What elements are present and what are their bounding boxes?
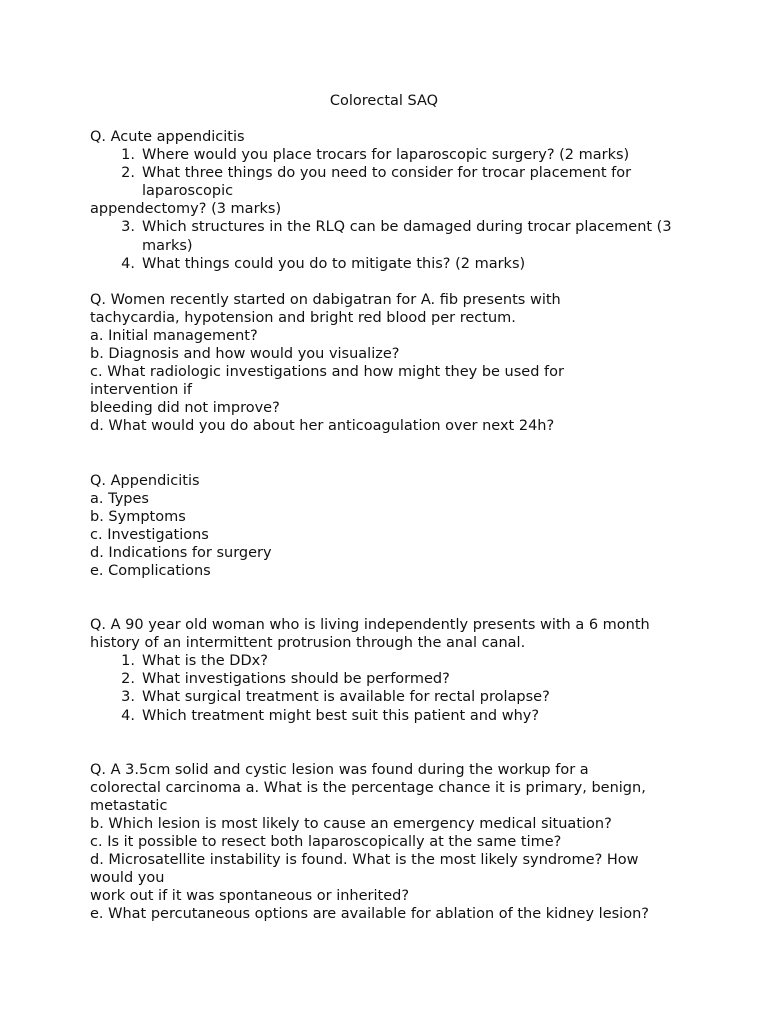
question-solid-cystic-lesion — [90, 761, 690, 924]
text-line: Q. A 3.5cm solid and cystic lesion was found during the workup for a — [90, 761, 589, 778]
text-line: a. Initial management? — [90, 327, 258, 344]
item-text: What investigations should be performed? — [142, 671, 450, 688]
text-line: Q. Women recently started on dabigatran for A. fib presents with — [90, 291, 561, 308]
document-title: Colorectal SAQ — [329, 93, 439, 109]
continuation-text: appendectomy? (3 marks) — [90, 201, 282, 218]
item-text: What three things do you need to consider for trocar placement for laparoscopic — [142, 165, 632, 200]
numbered-item — [90, 255, 681, 273]
document-page — [90, 92, 690, 923]
item-text: What things could you do to mitigate this? (2 marks) — [142, 255, 526, 272]
text-line: tachycardia, hypotension and bright red blood per rectum. — [90, 309, 516, 326]
question-heading: Q. Acute appendicitis — [90, 129, 245, 145]
text-line: e. Complications — [90, 562, 211, 579]
text-line: c. Is it possible to resect both laparoscopically at the same time? — [90, 834, 562, 850]
text-line: c. Investigations — [90, 526, 209, 543]
item-number: 4. — [121, 707, 135, 724]
item-text: Which treatment might best suit this patient and why? — [142, 707, 540, 724]
item-number: 2. — [121, 165, 135, 182]
text-line: d. What would you do about her anticoagulation over next 24h? — [90, 418, 555, 435]
text-line: history of an intermittent protrusion through the anal canal. — [90, 635, 526, 652]
text-line: d. Indications for surgery — [90, 544, 272, 561]
text-line: work out if it was spontaneous or inherited? — [90, 888, 410, 905]
text-line: colorectal carcinoma a. What is the percentage chance it is primary, benign, — [90, 779, 646, 796]
item-text: Which structures in the RLQ can be damaged during trocar placement (3 marks) — [142, 219, 672, 254]
numbered-item — [90, 218, 681, 254]
text-line: e. What percutaneous options are available for ablation of the kidney lesion? — [90, 906, 649, 923]
item-number: 3. — [121, 689, 135, 706]
text-line: would you — [90, 870, 165, 887]
item-number: 2. — [121, 671, 135, 688]
numbered-item — [90, 670, 681, 688]
item-number: 1. — [121, 147, 135, 164]
item-number: 1. — [121, 653, 135, 670]
text-line: b. Diagnosis and how would you visualize? — [90, 346, 400, 363]
numbered-item — [90, 688, 681, 706]
item-text: What surgical treatment is available for rectal prolapse? — [142, 689, 550, 706]
question-appendicitis — [90, 472, 690, 581]
item-text: Where would you place trocars for laparoscopic surgery? (2 marks) — [142, 147, 630, 164]
numbered-item — [90, 652, 681, 670]
question-dabigatran — [90, 291, 690, 436]
numbered-item — [90, 164, 681, 200]
text-line: c. What radiologic investigations and how might they be used for — [90, 364, 564, 381]
text-line: b. Which lesion is most likely to cause an emergency medical situation? — [90, 815, 612, 832]
question-acute-appendicitis — [90, 128, 690, 273]
text-line: Q. Appendicitis — [90, 472, 200, 489]
text-line: intervention if — [90, 382, 192, 399]
text-line: d. Microsatellite instability is found. What is the most likely syndrome? How — [90, 852, 639, 869]
item-text: What is the DDx? — [142, 653, 268, 670]
text-line: b. Symptoms — [90, 508, 186, 525]
question-rectal-prolapse — [90, 616, 690, 725]
text-line: a. Types — [90, 490, 149, 507]
text-line: metastatic — [90, 797, 168, 814]
text-line: bleeding did not improve? — [90, 400, 280, 417]
item-number: 4. — [121, 255, 135, 272]
item-number: 3. — [121, 219, 135, 236]
numbered-item — [90, 707, 681, 725]
numbered-item — [90, 146, 681, 164]
text-line: Q. A 90 year old woman who is living independently presents with a 6 month — [90, 617, 650, 634]
